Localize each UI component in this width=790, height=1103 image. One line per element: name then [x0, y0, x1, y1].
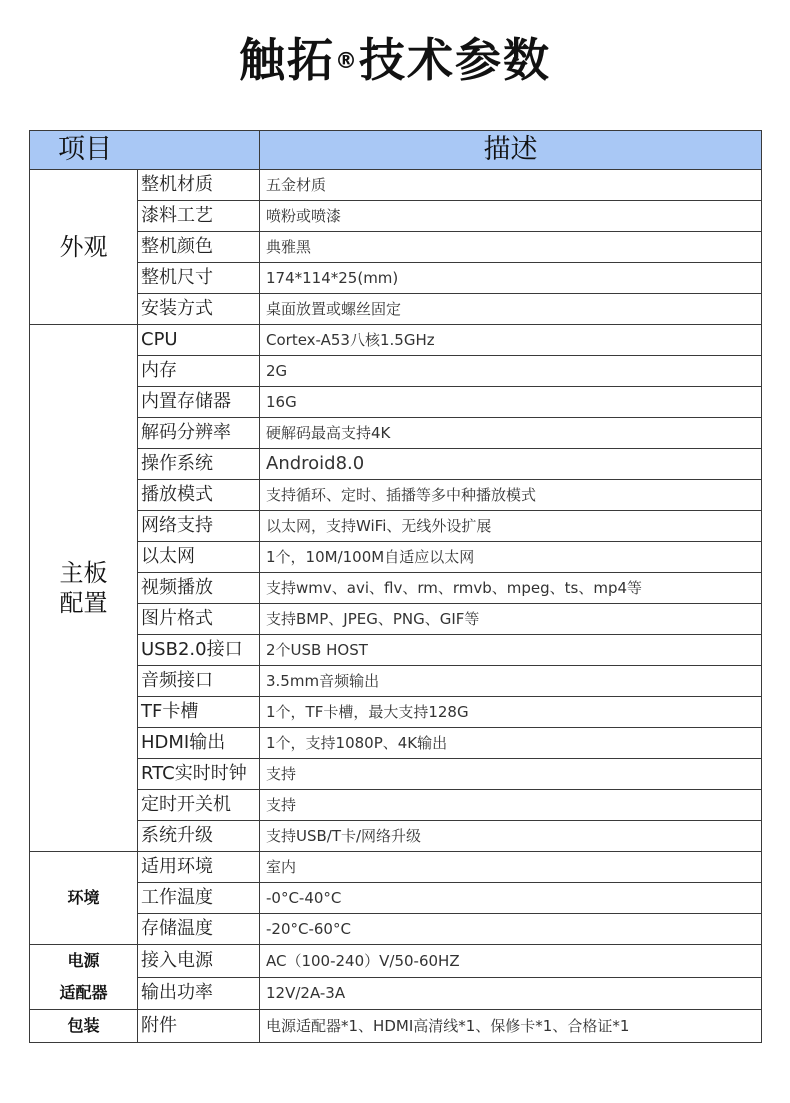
header-item: 项目 [30, 131, 260, 170]
table-row [30, 1010, 762, 1043]
param-cell: CPU [138, 325, 260, 356]
param-cell: 内存 [138, 356, 260, 387]
value-cell: AC（100-240）V/50-60HZ [260, 945, 762, 978]
value-cell: -20°C-60°C [260, 914, 762, 945]
param-cell: TF卡槽 [138, 697, 260, 728]
table-row [30, 418, 762, 449]
value-cell: 室内 [260, 852, 762, 883]
param-cell: 图片格式 [138, 604, 260, 635]
param-cell: 网络支持 [138, 511, 260, 542]
table-row [30, 635, 762, 666]
value-cell: 支持USB/T卡/网络升级 [260, 821, 762, 852]
param-cell: 视频播放 [138, 573, 260, 604]
param-cell: 接入电源 [138, 945, 260, 978]
param-cell: 音频接口 [138, 666, 260, 697]
table-row [30, 232, 762, 263]
value-cell: Android8.0 [260, 449, 762, 480]
value-cell: 桌面放置或螺丝固定 [260, 294, 762, 325]
value-cell: 支持循环、定时、插播等多中种播放模式 [260, 480, 762, 511]
table-row [30, 790, 762, 821]
param-cell: RTC实时时钟 [138, 759, 260, 790]
param-cell: 整机材质 [138, 170, 260, 201]
value-cell: 12V/2A-3A [260, 977, 762, 1010]
value-cell: -0°C-40°C [260, 883, 762, 914]
category-mainboard-line1: 主板 [59, 559, 108, 587]
value-cell: 16G [260, 387, 762, 418]
table-row [30, 201, 762, 232]
table-row [30, 573, 762, 604]
table-row [30, 666, 762, 697]
param-cell: 漆料工艺 [138, 201, 260, 232]
param-cell: USB2.0接口 [138, 635, 260, 666]
title-brand: 触拓 [239, 33, 335, 87]
spec-table [29, 130, 762, 1043]
header-desc: 描述 [260, 131, 762, 170]
value-cell: 支持BMP、JPEG、PNG、GIF等 [260, 604, 762, 635]
table-row [30, 759, 762, 790]
value-cell: 支持 [260, 790, 762, 821]
value-cell: 2G [260, 356, 762, 387]
table-row [30, 852, 762, 883]
table-row [30, 170, 762, 201]
param-cell: 内置存储器 [138, 387, 260, 418]
table-row [30, 356, 762, 387]
param-cell: HDMI输出 [138, 728, 260, 759]
table-row [30, 294, 762, 325]
param-cell: 附件 [138, 1010, 260, 1043]
value-cell: 喷粉或喷漆 [260, 201, 762, 232]
table-row [30, 325, 762, 356]
table-row [30, 449, 762, 480]
value-cell: Cortex-A53八核1.5GHz [260, 325, 762, 356]
category-mainboard-line2: 配置 [59, 589, 108, 617]
param-cell: 定时开关机 [138, 790, 260, 821]
table-row [30, 914, 762, 945]
registered-mark: ® [335, 49, 359, 74]
value-cell: 电源适配器*1、HDMI高清线*1、保修卡*1、合格证*1 [260, 1010, 762, 1043]
param-cell: 操作系统 [138, 449, 260, 480]
table-row [30, 977, 762, 1010]
param-cell: 播放模式 [138, 480, 260, 511]
param-cell: 适用环境 [138, 852, 260, 883]
value-cell: 硬解码最高支持4K [260, 418, 762, 449]
value-cell: 1个，10M/100M自适应以太网 [260, 542, 762, 573]
table-row [30, 604, 762, 635]
category-power-line1: 电源 [67, 951, 100, 970]
value-cell: 支持 [260, 759, 762, 790]
value-cell: 174*114*25(mm) [260, 263, 762, 294]
table-row [30, 263, 762, 294]
param-cell: 安装方式 [138, 294, 260, 325]
category-power-adapter [30, 945, 138, 1010]
category-packaging: 包装 [30, 1010, 138, 1043]
table-row [30, 697, 762, 728]
table-row [30, 542, 762, 573]
category-power-line2: 适配器 [59, 983, 108, 1002]
value-cell: 典雅黑 [260, 232, 762, 263]
value-cell: 2个USB HOST [260, 635, 762, 666]
table-row [30, 728, 762, 759]
table-row [30, 821, 762, 852]
value-cell: 3.5mm音频输出 [260, 666, 762, 697]
value-cell: 1个，TF卡槽，最大支持128G [260, 697, 762, 728]
param-cell: 整机尺寸 [138, 263, 260, 294]
param-cell: 系统升级 [138, 821, 260, 852]
table-row [30, 387, 762, 418]
table-row [30, 480, 762, 511]
value-cell: 支持wmv、avi、flv、rm、rmvb、mpeg、ts、mp4等 [260, 573, 762, 604]
table-row [30, 945, 762, 978]
param-cell: 整机颜色 [138, 232, 260, 263]
table-row [30, 511, 762, 542]
value-cell: 1个，支持1080P、4K输出 [260, 728, 762, 759]
param-cell: 存储温度 [138, 914, 260, 945]
param-cell: 输出功率 [138, 977, 260, 1010]
value-cell: 以太网，支持WiFi、无线外设扩展 [260, 511, 762, 542]
table-header-row [30, 131, 762, 170]
table-row [30, 883, 762, 914]
category-mainboard [30, 325, 138, 852]
param-cell: 以太网 [138, 542, 260, 573]
category-appearance: 外观 [30, 170, 138, 325]
param-cell: 工作温度 [138, 883, 260, 914]
param-cell: 解码分辨率 [138, 418, 260, 449]
title-rest: 技术参数 [359, 33, 551, 87]
value-cell: 五金材质 [260, 170, 762, 201]
category-environment: 环境 [30, 852, 138, 945]
page-title [0, 28, 790, 92]
